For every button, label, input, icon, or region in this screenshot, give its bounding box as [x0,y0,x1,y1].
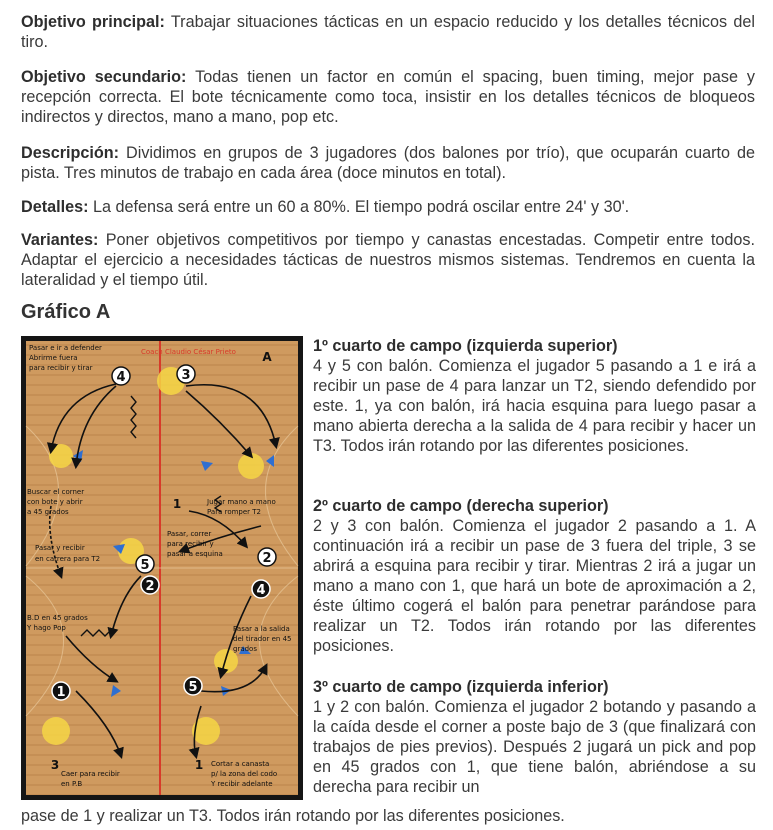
objetivo-principal [21,12,755,52]
svg-text:1: 1 [172,497,182,511]
player-4-right [252,580,270,598]
player-1-top [173,497,181,511]
label-bl1: B.D en 45 grados [27,614,88,622]
label-bb4: p/ la zona del codo [211,770,278,778]
section-1-text: 4 y 5 con balón. Comienza el jugador 5 pasando a 1 e irá a recibir un pase de 4 para lanzar un T2, siendo defendido por este. 1, ya con balón, irá hacia esquina para luego pasar a mano abierta derecha a la salida de 4 para recibir y hacer un T3. Todos irán rotando por las diferentes posiciones. [313,357,756,455]
section-3-tail: pase de 1 y realizar un T3. Todos irán rotando por las diferentes posiciones. [21,807,565,825]
player-1-left [52,682,70,700]
svg-text:5: 5 [188,680,198,695]
section-1-title: 1º cuarto de campo (izquierda superior) [313,337,618,355]
label-tl2: Abrirme fuera [29,354,78,362]
section-3-title: 3º cuarto de campo (izquierda inferior) [313,678,609,696]
highlight-blob [42,717,70,745]
label-ml5: en carrera para T2 [35,555,101,563]
section-2 [313,496,756,656]
player-1-bottom: 1 [194,758,204,772]
player-A: A [262,350,272,364]
svg-text:2: 2 [262,551,272,566]
descripcion-text: Dividimos en grupos de 3 jugadores (dos balones por trío), que ocuparán cuarto de pista. Tres minutos de trabajo en cada área (doce minutos en total). [21,144,755,182]
section-1 [313,336,756,456]
label-bb3: Cortar a canasta [211,760,270,768]
descripcion [21,143,755,183]
label-tr2: Para romper T2 [207,508,261,516]
label-mr1: Pasar, correr [167,530,212,538]
highlight-blob [238,453,264,479]
section-3-text: 1 y 2 con balón. Comienza el jugador 2 botando y pasando a la caída desde el corner a poste bajo de 3 (que finalizará con trabajos de pies previos). Después 2 jugará un pick and pop en 45 grados con 1, que tiene balón, abriéndose a su derecha para recibir un [313,698,756,796]
objetivo-principal-label: Objetivo principal: [21,13,165,31]
grafico-title: Gráfico A [21,301,111,323]
label-bb2: en P.B [61,780,83,788]
objetivo-secundario-text: Todas tienen un factor en común el spacing, buen timing, mejor pase y recepción correcta. El bote técnicamente como toca, insistir en los detalles técnicos de bloqueos indirectos y directos, mano a mano, pop etc. [21,68,755,126]
label-br3: grados [233,645,257,653]
court-diagram [21,336,303,800]
section-2-text: 2 y 3 con balón. Comienza el jugador 2 pasando a 1. A continuación irá a recibir un pase de 3 fuera del triple, 3 se abrirá a esquina para recibir y tirar. Mientras 2 irá a jugar un mano a mano con 1, que hará un bote de aproximación a 2, éste último cogerá el balón para penetrar parándose para realizar un T2. Todos irán rotando por las diferentes posiciones. [313,517,756,655]
label-mr3: pasar a esquina [167,550,223,558]
detalles [21,197,755,217]
label-mr2: para recibir y [167,540,214,548]
label-bb5: Y recibir adelante [211,780,273,788]
label-ml4: Pasar y recibir [35,544,85,552]
section-3 [313,677,756,797]
label-br2: del tirador en 45 [233,635,292,643]
label-tl1: Pasar e ir a defender [29,344,102,352]
player-3-top [177,365,195,383]
player-5-bottom [184,677,202,695]
svg-text:4: 4 [256,583,266,598]
label-ml3: a 45 grados [27,508,69,516]
diagram-credit: Coach Claudio César Prieto [141,348,236,356]
variantes-text: Poner objetivos competitivos por tiempo y canastas encestadas. Competir entre todos. Adaptar el ejercicio a necesidades tácticas de nuestros mismos sistemas. Tendremos en cuenta la lateralidad y el tiempo útil. [21,231,755,289]
detalles-label: Detalles: [21,198,89,216]
label-ml1: Buscar el corner [27,488,85,496]
label-bl2: Y hago Pop [27,624,66,632]
svg-text:4: 4 [116,370,126,385]
objetivo-secundario [21,67,755,127]
highlight-blob [49,444,73,468]
label-bb1: Caer para recibir [61,770,120,778]
label-tr1: Jugar mano a mano [207,498,276,506]
player-2-mid [141,576,159,594]
player-2-right [258,548,276,566]
descripcion-label: Descripción: [21,144,120,162]
label-br1: Pasar a la salida [233,625,290,633]
variantes-label: Variantes: [21,231,99,249]
objetivo-principal-text: Trabajar situaciones tácticas en un espacio reducido y los detalles técnicos del tiro. [21,13,756,51]
court-diagram-svg [21,336,303,800]
player-5-mid [136,555,154,573]
detalles-text: La defensa será entre un 60 a 80%. El tiempo podrá oscilar entre 24' y 30'. [88,198,630,216]
objetivo-secundario-label: Objetivo secundario: [21,68,187,86]
svg-text:5: 5 [140,558,150,573]
section-2-title: 2º cuarto de campo (derecha superior) [313,497,609,515]
label-tl3: para recibir y tirar [29,364,93,372]
player-3-bottom: 3 [50,758,60,772]
svg-text:3: 3 [181,368,191,383]
variantes [21,230,755,290]
svg-text:1: 1 [56,685,66,700]
player-4-top [112,367,130,385]
label-ml2: con bote y abrir [27,498,83,506]
svg-text:2: 2 [145,579,155,594]
